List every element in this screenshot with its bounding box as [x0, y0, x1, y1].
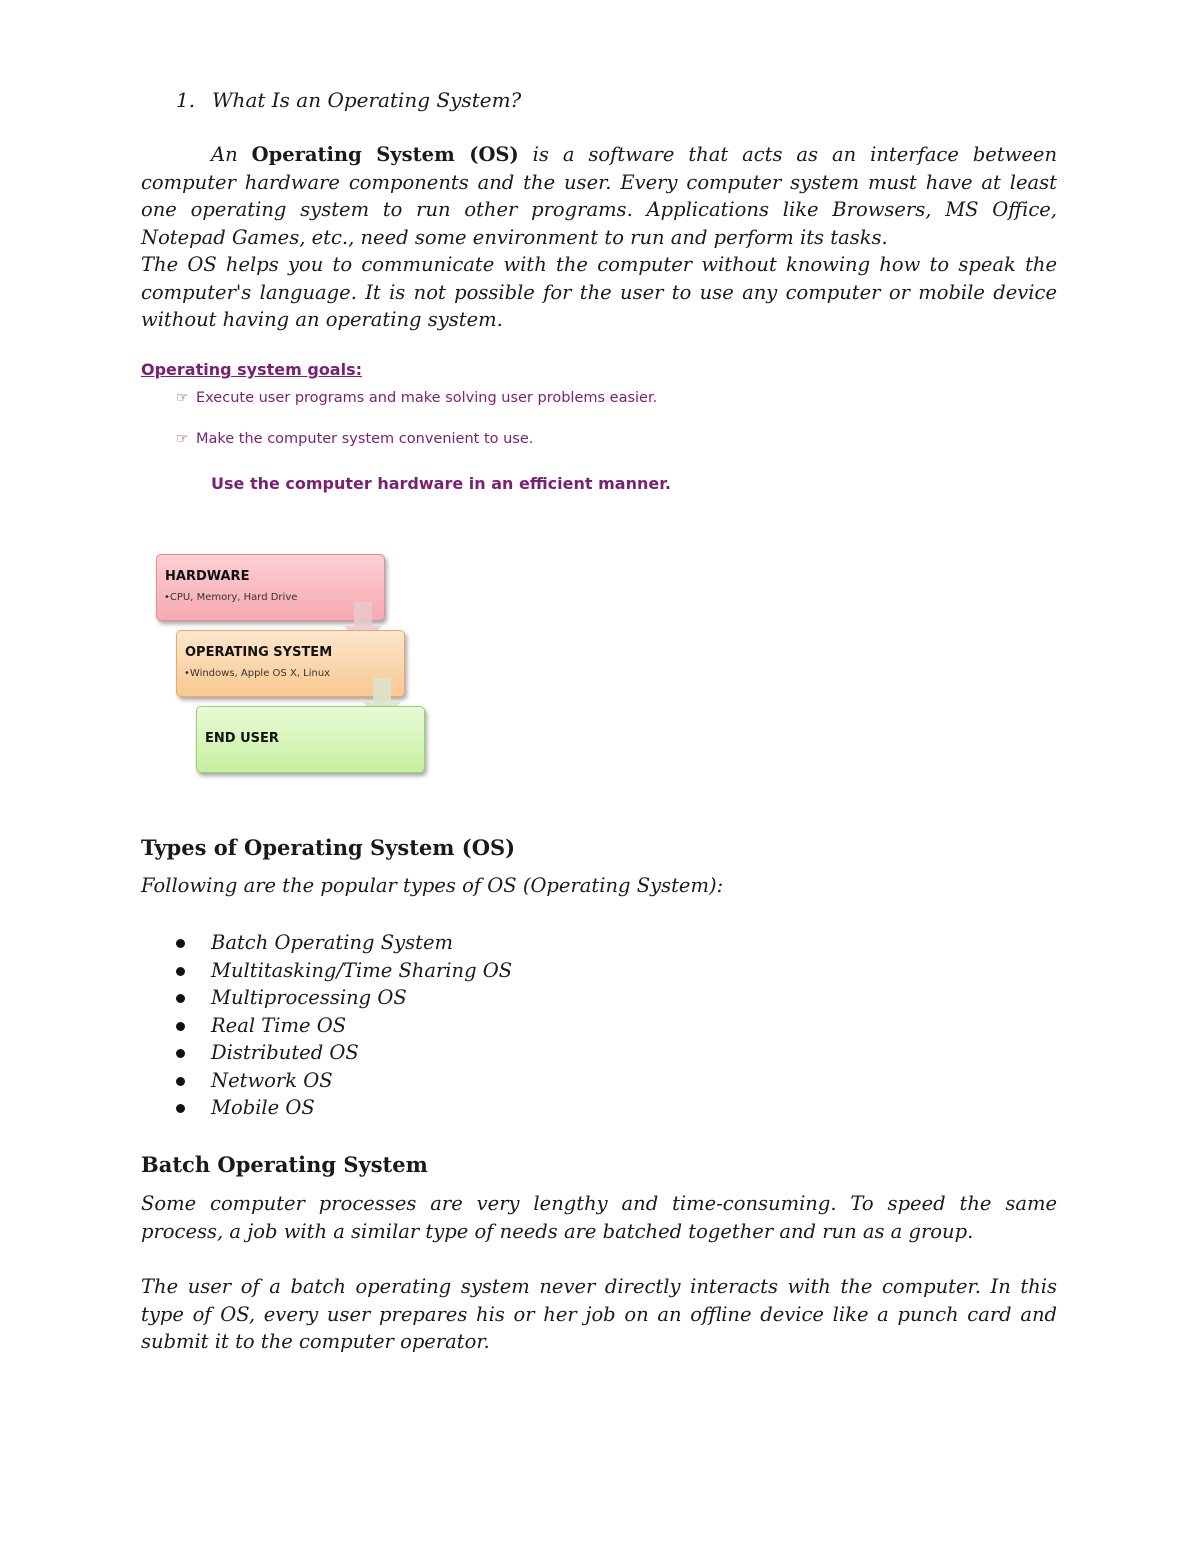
list-item — [176, 929, 512, 957]
list-item — [176, 957, 512, 985]
end-user-title: END USER — [205, 731, 279, 746]
os-title: OPERATING SYSTEM — [185, 645, 333, 660]
list-item-text: Multiprocessing OS — [211, 986, 407, 1009]
intro-second-paragraph: The OS helps you to communicate with the computer without knowing how to speak the computer's language. It is not possible for the user to use any computer or mobile device without having an operating system. — [141, 253, 1057, 331]
hardware-title: HARDWARE — [165, 569, 250, 584]
bullet-icon — [176, 1049, 185, 1058]
bullet-icon — [176, 1022, 185, 1031]
pointing-hand-icon: ☞ — [176, 390, 189, 406]
list-item-text: Mobile OS — [211, 1096, 315, 1119]
goal-highlight: Use the computer hardware in an efficient manner. — [211, 474, 671, 493]
list-item — [176, 1012, 512, 1040]
list-item-text: Batch Operating System — [211, 931, 453, 954]
types-heading: Types of Operating System (OS) — [141, 835, 516, 860]
list-item-text: Multitasking/Time Sharing OS — [211, 958, 513, 982]
list-item-text: Network OS — [211, 1068, 333, 1092]
goal-item — [176, 390, 657, 406]
bullet-icon — [176, 1077, 185, 1086]
batch-paragraph-2: The user of a batch operating system never directly interacts with the computer. In this type of OS, every user prepares his or her job on an offline device like a punch card and submit it to the computer operator. — [141, 1275, 1057, 1353]
intro-lead: An — [211, 143, 252, 166]
batch-paragraph-1: Some computer processes are very lengthy and time-consuming. To speed the same process, a job with a similar type of needs are batched together and run as a group. — [141, 1192, 1057, 1243]
pointing-hand-icon: ☞ — [176, 431, 189, 447]
list-item-text: Real Time OS — [211, 1013, 347, 1037]
batch-heading: Batch Operating System — [141, 1152, 428, 1177]
bullet-icon — [176, 1104, 185, 1113]
goals-title: Operating system goals: — [141, 360, 363, 379]
goal-text: Execute user programs and make solving user problems easier. — [196, 390, 658, 406]
question-title: What Is an Operating System? — [212, 88, 522, 112]
intro-paragraph — [141, 141, 1057, 251]
intro-term: Operating System (OS) — [251, 143, 519, 166]
hardware-subtitle: •CPU, Memory, Hard Drive — [164, 592, 298, 603]
list-item — [176, 1039, 512, 1067]
list-item — [176, 984, 512, 1012]
bullet-icon — [176, 994, 185, 1003]
list-item-text: Distributed OS — [211, 1041, 359, 1064]
end-user-box — [196, 706, 425, 773]
types-list — [176, 929, 512, 1122]
bullet-icon — [176, 939, 185, 948]
list-item — [176, 1094, 512, 1122]
question-heading — [176, 88, 521, 112]
bullet-icon — [176, 967, 185, 976]
goal-item — [176, 431, 533, 447]
goal-text: Make the computer system convenient to use. — [196, 431, 534, 447]
os-subtitle: •Windows, Apple OS X, Linux — [184, 668, 331, 679]
question-number: 1. — [176, 88, 196, 112]
types-intro: Following are the popular types of OS (Operating System): — [141, 874, 724, 897]
intro-rest: is a software that acts as an interface between computer hardware components and the user. Every computer system must have at least one operating system to run other programs. Applications like Browsers, MS Office, Notepad Games, etc., need some environment to run and perform its tasks. — [141, 143, 1058, 249]
list-item — [176, 1067, 512, 1095]
